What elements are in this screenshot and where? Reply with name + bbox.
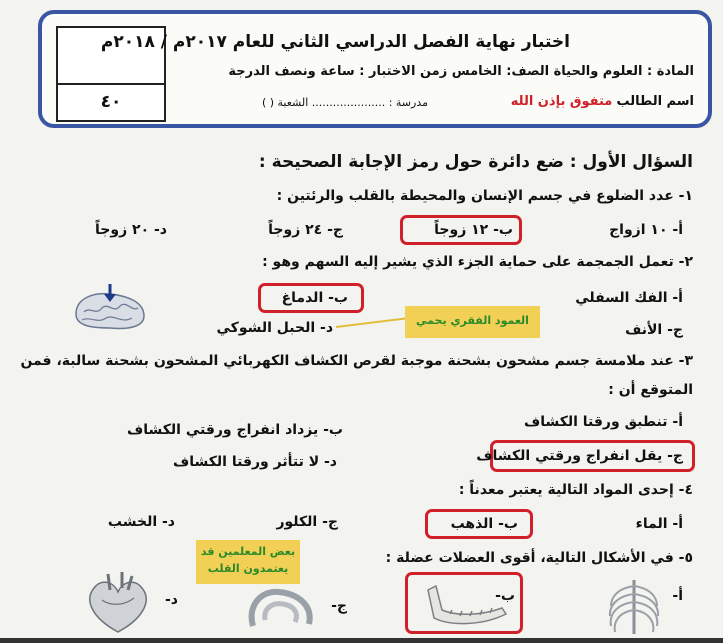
q4-option-d: د- الخشب — [107, 514, 175, 530]
brain-illustration — [70, 284, 150, 334]
q4-stem: ٤- إحدى المواد التالية يعتبر معدناً : — [458, 482, 693, 498]
q3-option-b: ب- يزداد انفراج ورقتي الكشاف — [126, 422, 343, 438]
q5-note-line1: بعض المعلمين قد — [200, 545, 296, 558]
total-grade: ٤٠ — [100, 92, 122, 112]
small-intestine-illustration — [243, 576, 321, 636]
page-bottom-edge — [0, 638, 723, 643]
q1-stem: ١- عدد الضلوع في جسم الإنسان والمحيطة بالقلب والرئتين : — [276, 188, 693, 204]
subject-line: المادة : العلوم والحياة الصف: الخامس زمن الاختبار : ساعة ونصف الدرجة — [228, 64, 694, 79]
q3-option-a: أ- تنطبق ورقتا الكشاف — [523, 414, 683, 430]
section-title: السؤال الأول : ضع دائرة حول رمز الإجابة الصحيحة : — [258, 152, 693, 172]
school-line: مدرسة : ..................... الشعبة ( ) — [261, 96, 428, 109]
q3-stem-continued: المتوقع أن : — [608, 382, 693, 398]
q4-option-c: ج- الكلور — [276, 514, 338, 530]
q1-option-d: د- ٢٠ زوجاً — [95, 222, 167, 238]
q3-option-c: ج- يقل انفراج ورقتي الكشاف — [476, 448, 683, 464]
q3-stem: ٣- عند ملامسة جسم مشحون بشحنة موجبة لقرص الكشاف الكهربائي المشحون بشحنة سالبة، فمن — [20, 353, 693, 369]
q5-stem: ٥- في الأشكال التالية، أقوى العضلات عضلة : — [385, 550, 693, 566]
q2-stem: ٢- تعمل الجمجمة على حماية الجزء الذي يشير إليه السهم وهو : — [262, 254, 693, 270]
student-line — [511, 94, 694, 109]
q2-option-d: د- الحبل الشوكي — [216, 320, 333, 336]
student-name: متفوق بإذن الله — [510, 94, 613, 109]
q4-option-a: أ- الماء — [635, 516, 683, 532]
exam-header — [38, 10, 712, 128]
q5-option-b: ب- — [495, 588, 515, 604]
q1-option-a: أ- ١٠ ازواج — [609, 222, 683, 238]
q1-option-c: ج- ٢٤ زوجاً — [268, 222, 343, 238]
q2-note-pointer — [336, 317, 408, 328]
rib-cage-illustration — [603, 576, 665, 636]
q2-option-b: ب- الدماغ — [281, 290, 348, 306]
jaw-bone-illustration — [420, 580, 512, 630]
q1-option-b: ب- ١٢ زوجاً — [434, 222, 513, 238]
exam-title: اختبار نهاية الفصل الدراسي الثاني للعام ٢٠١٧م / ٢٠١٨م — [100, 32, 570, 52]
q4-option-b: ب- الذهب — [450, 516, 518, 532]
q5-option-a: أ- — [672, 588, 683, 604]
student-label: اسم الطالب — [616, 94, 694, 109]
heart-illustration — [78, 570, 158, 636]
q5-option-c: ج- — [331, 598, 347, 614]
q2-option-a: أ- الفك السفلي — [575, 290, 683, 306]
q3-option-d: د- لا تتأثر ورقتا الكشاف — [173, 454, 337, 470]
q2-teacher-note: العمود الفقري يحمي — [405, 306, 540, 338]
q5-note-line2: يعتمدون القلب — [207, 562, 289, 575]
q5-option-d: د- — [165, 592, 178, 608]
q2-option-c: ج- الأنف — [625, 322, 683, 338]
